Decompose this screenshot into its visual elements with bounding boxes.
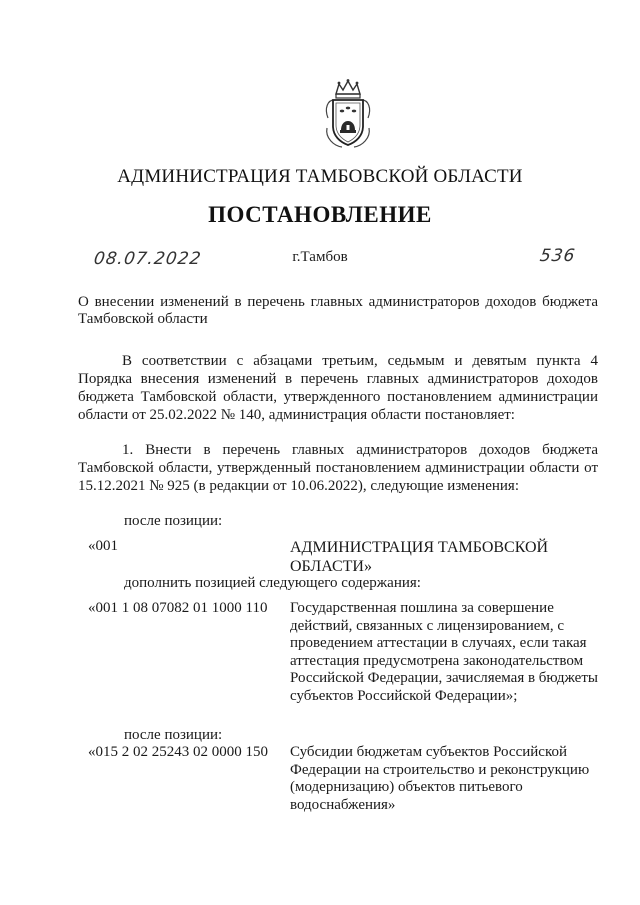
row-description: АДМИНИСТРАЦИЯ ТАМБОВСКОЙ ОБЛАСТИ» [290, 539, 549, 575]
handwritten-date: 08.07.2022 [92, 249, 203, 269]
document-subject: О внесении изменений в перечень главных администраторов доходов бюджета Тамбовской области [78, 294, 598, 327]
paragraph-text: В соответствии с абзацами третьим, седьмым и девятым пункта 4 Порядка внесения изменений в перечень главных администраторов доходов бюджета Тамбовской области, утвержденного постановлением администрации области от 25.02.2022 № 140, администрация области постановляет: [78, 353, 598, 423]
coat-of-arms-icon [322, 78, 374, 150]
row-code: «001 1 08 07082 01 1000 110 [88, 600, 268, 616]
row-code: «015 2 02 25243 02 0000 150 [88, 744, 268, 760]
row-code: «001 [88, 538, 118, 554]
document-type-title: ПОСТАНОВЛЕНИЕ [208, 202, 432, 227]
city-label: г.Тамбов [292, 249, 348, 265]
after-position-label: после позиции: [124, 727, 223, 743]
after-position-label: после позиции: [124, 513, 223, 529]
item-one-paragraph [78, 441, 598, 495]
add-position-label: дополнить позицией следующего содержания: [124, 575, 421, 591]
organization-title: АДМИНИСТРАЦИЯ ТАМБОВСКОЙ ОБЛАСТИ [117, 166, 523, 187]
row-description: Субсидии бюджетам субъектов Российской Федерации на строительство и реконструкцию (модернизацию) объектов питьевого водоснабжения» [290, 744, 590, 813]
row-description: Государственная пошлина за совершение действий, связанных с лицензированием, с проведением аттестации в случаях, если такая аттестация предусмотрена законодательством Российской Федерации, зачисляемая в бюджеты субъектов Российской Федерации»; [290, 600, 598, 704]
handwritten-number: 536 [538, 246, 577, 266]
preamble-paragraph [78, 352, 598, 424]
paragraph-text: 1. Внести в перечень главных администраторов доходов бюджета Тамбовской области, утвержденный постановлением администрации области от 15.12.2021 № 925 (в редакции от 10.06.2022), следующие изменения: [78, 442, 598, 494]
